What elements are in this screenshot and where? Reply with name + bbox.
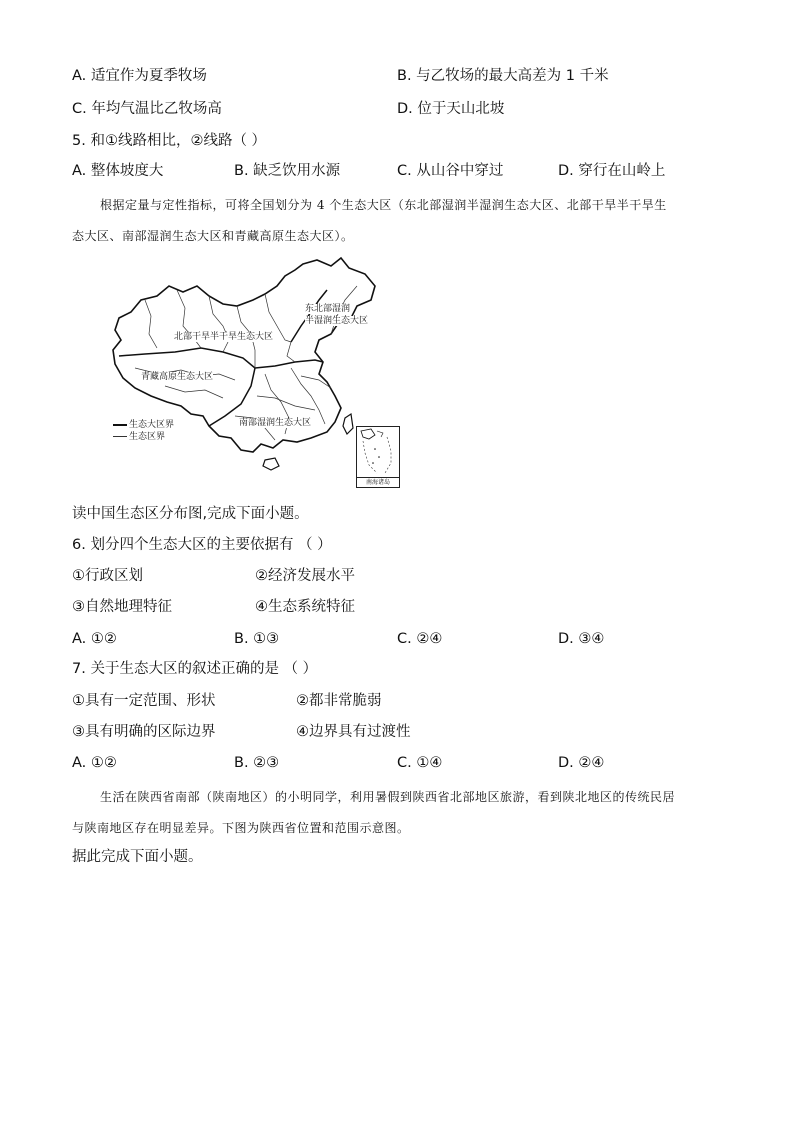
legend-major-label: 生态大区界	[129, 420, 175, 430]
eco-intro-line-1: 根据定量与定性指标，可将全国划分为 4 个生态大区（东北部湿润半湿润生态大区、北部干旱半干旱生	[100, 198, 667, 212]
q6-option-b: B. ①③	[234, 631, 280, 647]
q6-option-a: A. ①②	[72, 631, 117, 647]
legend-minor-swatch	[113, 436, 127, 437]
q6-statement-1: ①行政区划	[72, 568, 143, 584]
q7-statement-1: ①具有一定范围、形状	[72, 693, 216, 709]
q4-option-b: B. 与乙牧场的最大高差为 1 千米	[397, 68, 609, 84]
map-label-northeast-2: 半湿润生态大区	[305, 316, 369, 326]
q7-statement-2: ②都非常脆弱	[296, 693, 382, 709]
taiwan-island	[343, 414, 353, 434]
shaanxi-intro-line-2: 与陕南地区存在明显差异。下图为陕西省位置和范围示意图。	[72, 821, 410, 835]
q6-option-d: D. ③④	[558, 631, 605, 647]
legend-major	[113, 420, 174, 431]
closing-instruction: 据此完成下面小题。	[72, 849, 203, 865]
map-instruction: 读中国生态区分布图,完成下面小题。	[72, 506, 309, 522]
q6-statement-3: ③自然地理特征	[72, 599, 172, 615]
q7-option-d: D. ②④	[558, 755, 605, 771]
q6-option-c: C. ②④	[397, 631, 443, 647]
legend-minor	[113, 432, 165, 443]
inset-svg	[357, 427, 399, 478]
inset-label: 南海诸岛	[357, 477, 399, 487]
legend-major-swatch	[113, 424, 127, 426]
legend-minor-label: 生态区界	[129, 432, 166, 442]
map-label-north: 北部干旱半干旱生态大区	[174, 332, 274, 342]
q4-option-a: A. 适宜作为夏季牧场	[72, 68, 207, 84]
hainan-island	[263, 458, 279, 470]
major-boundary-north-south	[255, 360, 323, 368]
major-boundary-north-tibet	[119, 348, 255, 368]
q4-option-d: D. 位于天山北坡	[397, 101, 505, 117]
q6-statement-4: ④生态系统特征	[255, 599, 355, 615]
q7-statement-4: ④边界具有过渡性	[296, 724, 411, 740]
map-label-south: 南部湿润生态大区	[239, 418, 312, 428]
q6-statement-2: ②经济发展水平	[255, 568, 355, 584]
shaanxi-intro-line-1: 生活在陕西省南部（陕南地区）的小明同学，利用暑假到陕西省北部地区旅游，看到陕北地区的传统民居	[100, 790, 676, 804]
q5-option-a: A. 整体坡度大	[72, 163, 164, 179]
q4-option-c: C. 年均气温比乙牧场高	[72, 101, 222, 117]
eco-intro-line-2: 态大区、南部湿润生态大区和青藏高原生态大区）。	[72, 229, 354, 243]
q7-stem: 7. 关于生态大区的叙述正确的是 （ ）	[72, 661, 318, 677]
map-label-tibet: 青藏高原生态大区	[141, 372, 214, 382]
map-label-northeast-1: 东北部湿润	[305, 304, 351, 314]
q5-stem: 5. 和①线路相比，②线路（ ）	[72, 133, 267, 149]
q7-statement-3: ③具有明确的区际边界	[72, 724, 216, 740]
q7-option-b: B. ②③	[234, 755, 280, 771]
q7-option-a: A. ①②	[72, 755, 117, 771]
q6-stem: 6. 划分四个生态大区的主要依据有 （ ）	[72, 537, 332, 553]
q5-option-b: B. 缺乏饮用水源	[234, 163, 341, 179]
q5-option-c: C. 从山谷中穿过	[397, 163, 504, 179]
q5-option-d: D. 穿行在山岭上	[558, 163, 666, 179]
south-china-sea-inset	[356, 426, 400, 488]
q7-option-c: C. ①④	[397, 755, 443, 771]
